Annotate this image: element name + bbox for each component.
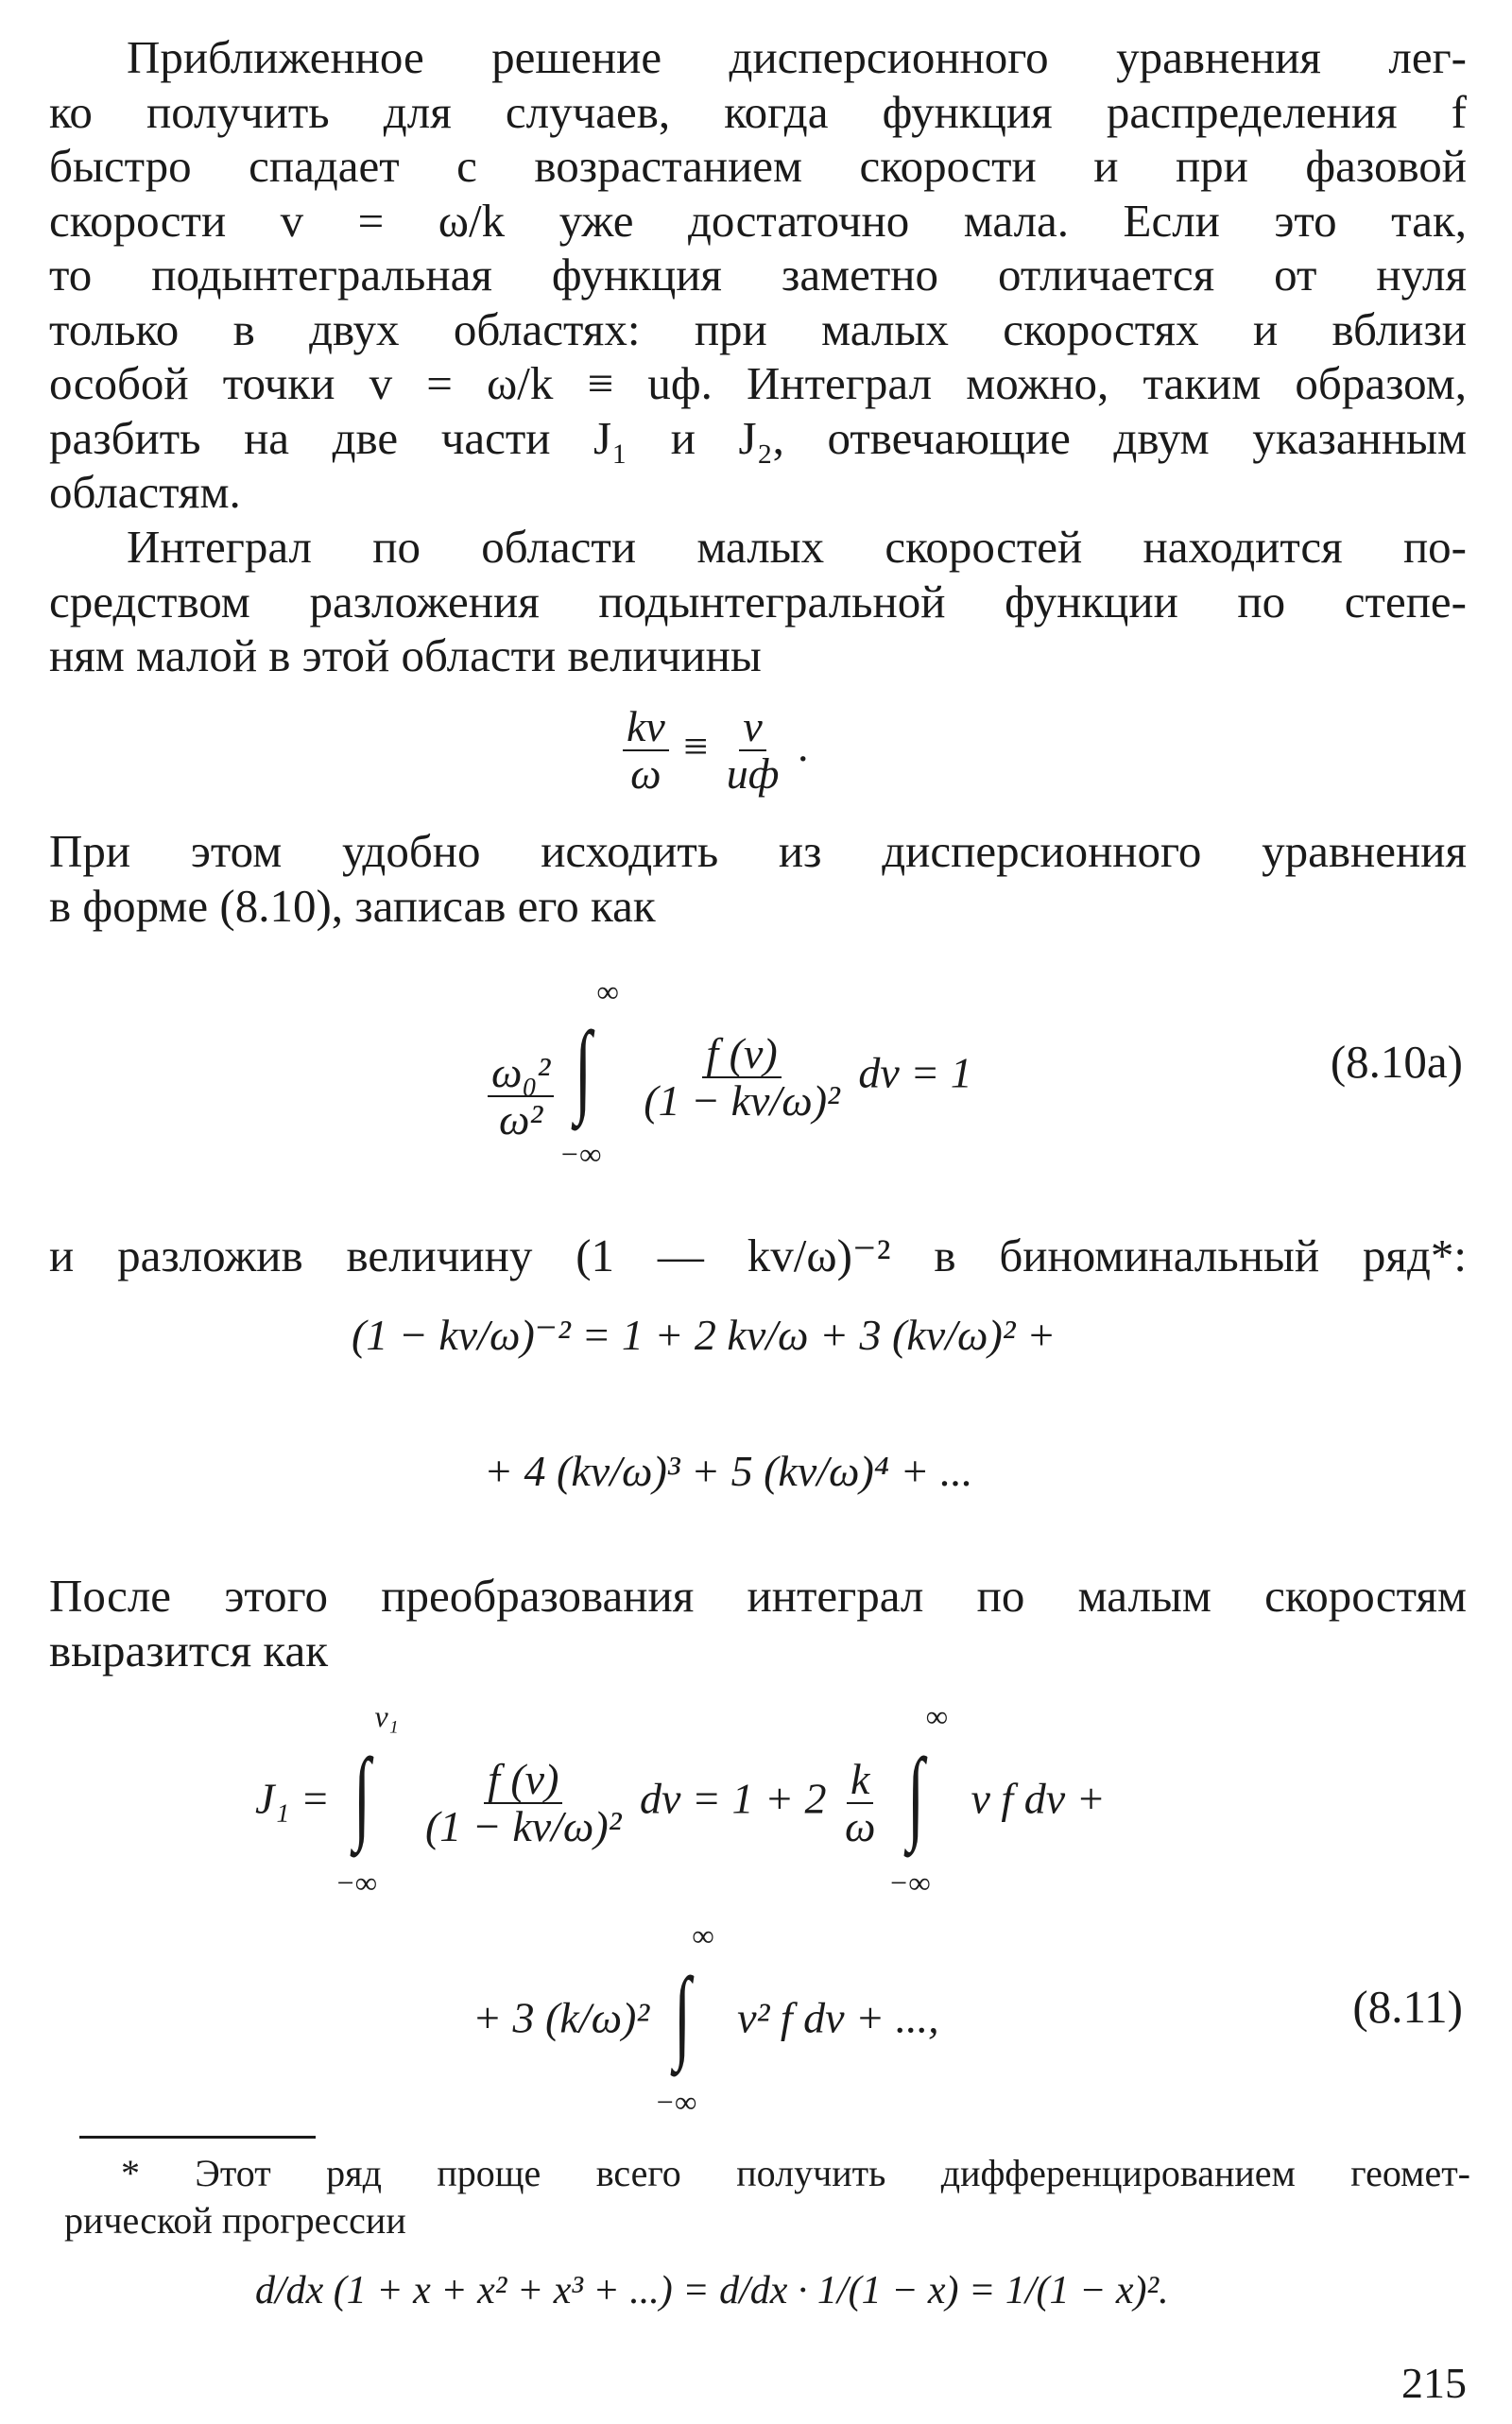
text-line: Приближенное решение дисперсионного уравнения лег- [127,31,1467,83]
integral-sign: ∫ v₁ −∞ [335,1699,399,1900]
equation-8-10a: $\frac{\text{ω₀²}}{\text{ω²}}$ ∫ ∞ −∞ $\frac{f (v)}{\text{(1 − kv/ω)²}}$ dv = 1 [484,988,972,1167]
equation-8-11-line-1: J₁ = ∫ v₁ −∞ $\frac{f (v)}{\text{(1 − kv/ω)²}}$ dv = 1 + 2 $\frac{k}{\omega}$ ∫ ∞ −∞ v f dv + [255,1699,1106,1900]
paragraph-3 [49,824,1467,933]
text-line: разбить на две части J₁ и J₂, отвечающие двум указанным [49,411,1467,464]
fraction: $\frac{\text{ω₀²}}{\text{ω²}}$ [488,1050,554,1143]
footnote-line: рической прогрессии [64,2199,406,2242]
equation-series-line-2: + 4 (kv/ω)³ + 5 (kv/ω)⁴ + ... [484,1447,973,1495]
footnote-rule [79,2136,316,2139]
fraction: $\frac{f (v)}{\text{(1 − kv/ω)²}}$ [424,1754,622,1850]
fraction: $\frac{k}{\omega}$ [845,1754,876,1850]
equation-number: (8.10a) [1330,1036,1463,1088]
fraction: $\frac{f (v)}{\text{(1 − kv/ω)²}}$ [644,1028,840,1125]
equation-ratio: $\frac{kv}{\omega}$ ≡ $\frac{v}{uф}$ . [619,704,808,798]
fraction: $\frac{v}{uф}$ [726,702,780,799]
text-line: быстро спадает с возрастанием скорости и при фазовой [49,140,1467,192]
integral-sign: ∫ ∞ −∞ [654,1918,714,2119]
paragraph-4 [49,1229,1467,1283]
page-number: 215 [1401,2359,1467,2407]
integral-sign: ∫ ∞ −∞ [558,974,619,1171]
paragraph-5 [49,1569,1467,1677]
text-line: ко получить для случаев, когда функция распределения f [49,85,1467,138]
equation-series-line-1: (1 − kv/ω)⁻² = 1 + 2 kv/ω + 3 (kv/ω)² + [352,1311,1057,1359]
text-line: выразится как [49,1624,329,1676]
text-line: Интеграл по области малых скоростей находится по- [127,521,1467,573]
text-line: скорости v = ω/k уже достаточно мала. Если это так, [49,194,1467,247]
text-line: областям. [49,466,241,518]
fraction: $\frac{kv}{\omega}$ [623,704,669,798]
footnote-line: * Этот ряд проще всего получить дифференцированием геомет- [121,2152,1470,2194]
text-line: После этого преобразования интеграл по малым скоростям [49,1570,1467,1622]
paragraph-1 [49,30,1467,520]
equation-number: (8.11) [1352,1981,1463,2033]
footnote-equation: d/dx (1 + x + x² + x³ + ...) = d/dx · 1/(1 − x) = 1/(1 − x)². [255,2269,1169,2312]
paragraph-2 [49,520,1467,683]
integral-sign: ∫ ∞ −∞ [888,1699,948,1900]
text-line: При этом удобно исходить из дисперсионного уравнения [49,825,1467,877]
text-line: средством разложения подынтегральной функции по степе- [49,575,1467,627]
text-line: в форме (8.10), записав его как [49,879,656,932]
equation-8-11-line-2: + 3 (k/ω)² ∫ ∞ −∞ v² f dv + ..., [472,1918,939,2119]
text-line: и разложив величину (1 — kv/ω)⁻² в биноминальный ряд*: [49,1229,1467,1281]
text-line: ням малой в этой области величины [49,629,762,681]
footnote [64,2150,1470,2244]
text-line: только в двух областях: при малых скоростях и вблизи [49,302,1467,355]
text-line: то подынтегральная функция заметно отличается от нуля [49,249,1467,301]
text-line: особой точки v = ω/k ≡ uф. Интеграл можно, таким образом, [49,357,1467,409]
